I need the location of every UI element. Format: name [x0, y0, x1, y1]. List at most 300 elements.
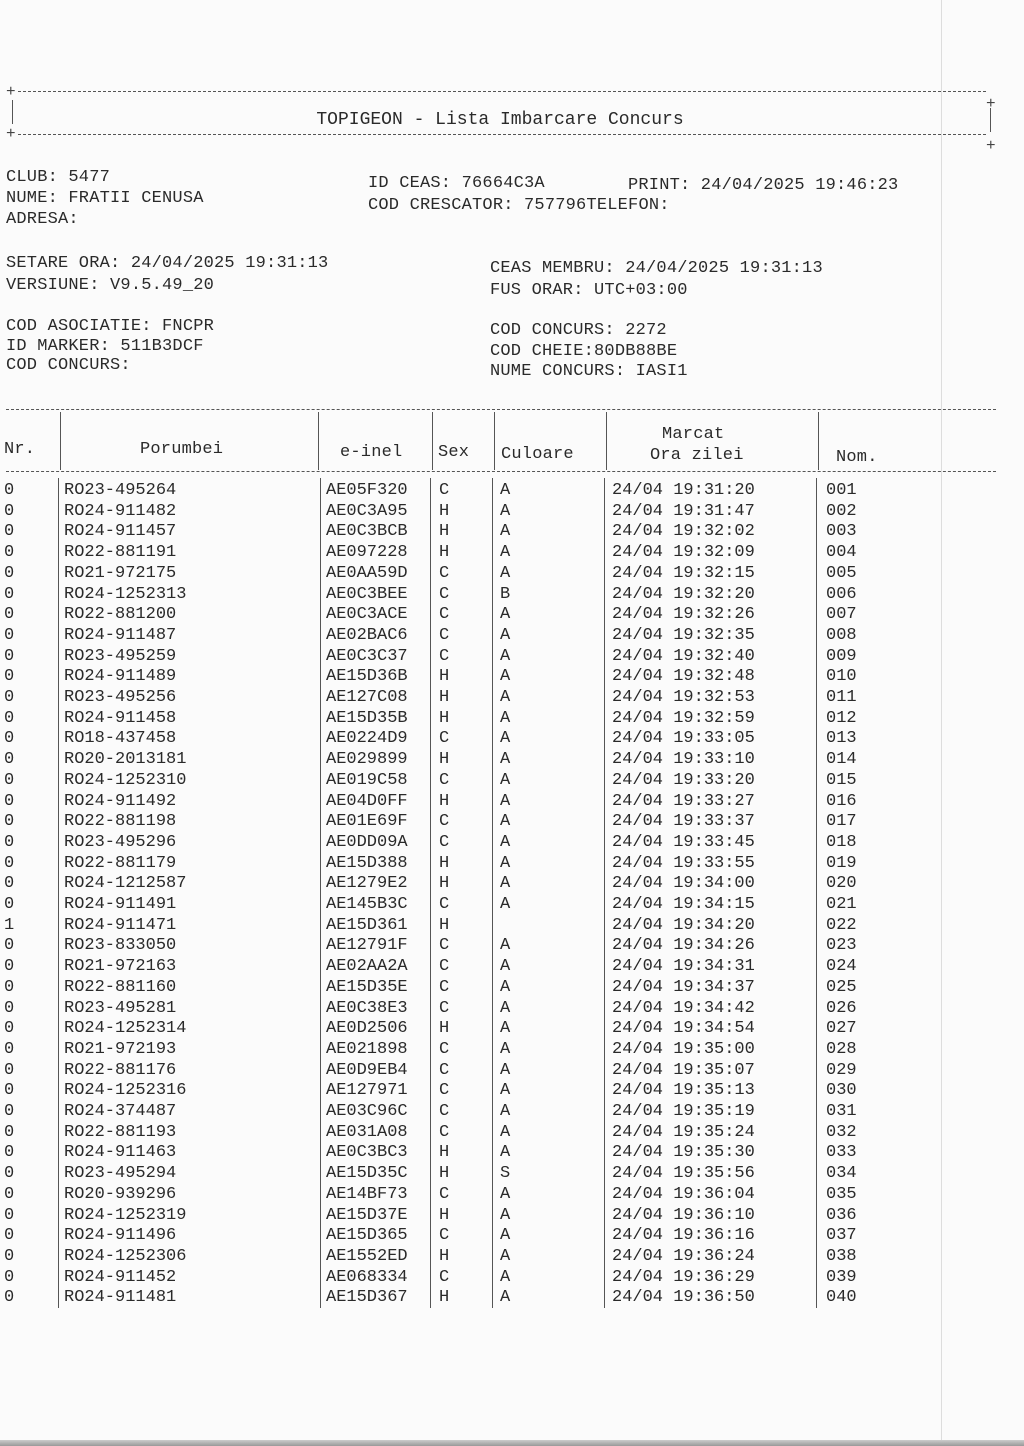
sex: H — [439, 1019, 450, 1039]
marked-time: 24/04 19:36:16 — [612, 1226, 755, 1246]
marked-time: 24/04 19:33:05 — [612, 729, 755, 749]
table-row — [0, 895, 1024, 915]
e-ring: AE097228 — [326, 543, 408, 563]
pigeon-id: RO24-911491 — [64, 895, 177, 914]
e-ring: AE031A08 — [326, 1122, 408, 1142]
nom: 016 — [826, 791, 857, 811]
table-row — [0, 564, 1024, 584]
sex: H — [439, 501, 450, 521]
nom: 010 — [826, 667, 857, 687]
pigeon-id: RO24-911489 — [64, 667, 177, 687]
e-ring: AE029899 — [326, 750, 408, 770]
row-number: 0 — [4, 998, 15, 1018]
print-time: PRINT: 24/04/2025 19:46:23 — [628, 176, 899, 195]
table-row — [0, 833, 1024, 853]
nom: 029 — [826, 1060, 857, 1080]
table-row — [0, 522, 1024, 542]
pigeon-id: RO24-911482 — [64, 501, 177, 521]
marker-id: ID MARKER: 511B3DCF — [6, 337, 204, 356]
sex: C — [439, 1122, 450, 1142]
pigeon-id: RO21-972193 — [64, 1039, 177, 1059]
row-number: 0 — [4, 977, 15, 997]
row-number: 0 — [4, 481, 15, 500]
nom: 023 — [826, 936, 857, 956]
row-number: 0 — [4, 1205, 15, 1225]
nom: 036 — [826, 1205, 857, 1225]
marked-time: 24/04 19:33:10 — [612, 750, 755, 770]
col-divider — [432, 412, 433, 470]
pigeon-id: RO20-939296 — [64, 1184, 177, 1204]
pigeon-id: RO20-2013181 — [64, 750, 187, 770]
key-code: COD CHEIE:80DB88BE — [490, 342, 678, 361]
row-number: 0 — [4, 1143, 15, 1163]
color: A — [500, 729, 511, 749]
marked-time: 24/04 19:35:19 — [612, 1102, 755, 1121]
marked-time: 24/04 19:36:04 — [612, 1184, 755, 1204]
color: A — [500, 750, 511, 770]
e-ring: AE0D9EB4 — [326, 1060, 408, 1080]
sex: C — [439, 1184, 450, 1204]
marked-time: 24/04 19:36:29 — [612, 1267, 755, 1287]
color: A — [500, 998, 511, 1018]
nom: 038 — [826, 1246, 857, 1266]
pigeon-id: RO22-881191 — [64, 543, 177, 563]
nom: 022 — [826, 915, 857, 935]
marked-time: 24/04 19:34:42 — [612, 998, 755, 1018]
marked-time: 24/04 19:33:45 — [612, 832, 755, 852]
nom: 028 — [826, 1039, 857, 1059]
row-number: 0 — [4, 646, 15, 666]
col-divider — [606, 412, 607, 470]
marked-time: 24/04 19:32:26 — [612, 605, 755, 625]
color: A — [500, 1226, 511, 1246]
e-ring: AE15D37E — [326, 1205, 408, 1225]
color: A — [500, 667, 511, 687]
sex: C — [439, 584, 450, 604]
nom: 006 — [826, 584, 857, 604]
table-row — [0, 1226, 1024, 1246]
marked-time: 24/04 19:35:13 — [612, 1081, 755, 1101]
pigeon-id: RO24-911452 — [64, 1267, 177, 1287]
marked-time: 24/04 19:36:24 — [612, 1246, 755, 1266]
color: A — [500, 1019, 511, 1039]
table-row — [0, 1123, 1024, 1143]
nom: 034 — [826, 1164, 857, 1184]
table-row — [0, 647, 1024, 667]
pigeon-id: RO23-495281 — [64, 998, 177, 1018]
nom: 001 — [826, 481, 857, 500]
pigeon-id: RO24-911463 — [64, 1143, 177, 1163]
marked-time: 24/04 19:34:54 — [612, 1019, 755, 1039]
e-ring: AE0C3BC3 — [326, 1143, 408, 1163]
color: A — [500, 543, 511, 563]
breeder-code: COD CRESCATOR: 757796TELEFON: — [368, 196, 670, 215]
row-number: 0 — [4, 1019, 15, 1039]
row-number: 0 — [4, 874, 15, 894]
table-row — [0, 750, 1024, 770]
col-divider — [60, 412, 61, 470]
color: A — [500, 481, 511, 500]
pigeon-id: RO24-1252306 — [64, 1246, 187, 1266]
color: A — [500, 1288, 511, 1308]
table-row — [0, 854, 1024, 874]
marked-time: 24/04 19:36:10 — [612, 1205, 755, 1225]
pigeon-id: RO24-1252319 — [64, 1205, 187, 1225]
col-header-nr: Nr. — [4, 440, 36, 459]
nom: 011 — [826, 688, 857, 707]
row-number: 0 — [4, 957, 15, 977]
nom: 039 — [826, 1267, 857, 1287]
sex: C — [439, 998, 450, 1018]
e-ring: AE0224D9 — [326, 729, 408, 749]
sex: C — [439, 563, 450, 583]
pigeon-id: RO24-911487 — [64, 625, 177, 645]
pigeon-id: RO21-972175 — [64, 563, 177, 583]
row-number: 0 — [4, 1246, 15, 1266]
row-number: 0 — [4, 708, 15, 728]
row-number: 0 — [4, 936, 15, 956]
sex: H — [439, 708, 450, 728]
table-row — [0, 1102, 1024, 1122]
color: A — [500, 1081, 511, 1101]
sex: C — [439, 895, 450, 914]
color: A — [500, 791, 511, 811]
sex: H — [439, 791, 450, 811]
color: A — [500, 957, 511, 977]
table-row — [0, 1164, 1024, 1184]
sex: H — [439, 1143, 450, 1163]
e-ring: AE127971 — [326, 1081, 408, 1101]
color: A — [500, 812, 511, 832]
sex: H — [439, 874, 450, 894]
pigeon-id: RO23-495264 — [64, 481, 177, 500]
nom: 033 — [826, 1143, 857, 1163]
row-number: 0 — [4, 1226, 15, 1246]
e-ring: AE0C3BEE — [326, 584, 408, 604]
col-header-marked: Marcat — [662, 425, 725, 444]
row-number: 0 — [4, 853, 15, 873]
row-number: 0 — [4, 543, 15, 563]
e-ring: AE02AA2A — [326, 957, 408, 977]
version: VERSIUNE: V9.5.49_20 — [6, 276, 215, 295]
color: A — [500, 1184, 511, 1204]
marked-time: 24/04 19:32:20 — [612, 584, 755, 604]
sex: C — [439, 1102, 450, 1121]
marked-time: 24/04 19:36:50 — [612, 1288, 755, 1308]
color: A — [500, 1143, 511, 1163]
row-number: 0 — [4, 1288, 15, 1308]
sex: C — [439, 1081, 450, 1101]
row-number: 0 — [4, 1039, 15, 1059]
timezone: FUS ORAR: UTC+03:00 — [490, 281, 688, 300]
sex: H — [439, 1246, 450, 1266]
e-ring: AE15D365 — [326, 1226, 408, 1246]
marked-time: 24/04 19:31:20 — [612, 481, 755, 500]
club-label: CLUB: 5477 — [6, 168, 111, 187]
sex: C — [439, 957, 450, 977]
row-number: 0 — [4, 584, 15, 604]
color: A — [500, 605, 511, 625]
color: A — [500, 853, 511, 873]
pigeon-id: RO24-911458 — [64, 708, 177, 728]
marked-time: 24/04 19:35:24 — [612, 1122, 755, 1142]
page-edge — [0, 1440, 1024, 1446]
e-ring: AE068334 — [326, 1267, 408, 1287]
marked-time: 24/04 19:32:53 — [612, 688, 755, 707]
color: A — [500, 1102, 511, 1121]
sex: C — [439, 729, 450, 749]
marked-time: 24/04 19:32:09 — [612, 543, 755, 563]
sex: C — [439, 1226, 450, 1246]
marked-time: 24/04 19:33:55 — [612, 853, 755, 873]
color: A — [500, 688, 511, 707]
e-ring: AE0C3C37 — [326, 646, 408, 666]
row-number: 0 — [4, 1102, 15, 1121]
color: A — [500, 936, 511, 956]
name-label: NUME: FRATII CENUSA — [6, 189, 204, 208]
row-number: 0 — [4, 1060, 15, 1080]
row-number: 0 — [4, 791, 15, 811]
nom: 007 — [826, 605, 857, 625]
pigeon-id: RO24-1252313 — [64, 584, 187, 604]
pigeon-id: RO24-911471 — [64, 915, 177, 935]
title-box-top — [18, 91, 986, 92]
color: A — [500, 522, 511, 542]
nom: 030 — [826, 1081, 857, 1101]
row-number: 0 — [4, 522, 15, 542]
table-row — [0, 502, 1024, 522]
row-number: 0 — [4, 770, 15, 790]
row-number: 0 — [4, 688, 15, 707]
e-ring: AE1279E2 — [326, 874, 408, 894]
row-number: 0 — [4, 667, 15, 687]
table-row — [0, 1081, 1024, 1101]
color: A — [500, 895, 511, 914]
color: A — [500, 1060, 511, 1080]
nom: 013 — [826, 729, 857, 749]
sex: H — [439, 750, 450, 770]
nom: 021 — [826, 895, 857, 914]
sex: C — [439, 625, 450, 645]
marked-time: 24/04 19:34:26 — [612, 936, 755, 956]
table-row — [0, 1288, 1024, 1308]
e-ring: AE0C3BCB — [326, 522, 408, 542]
nom: 004 — [826, 543, 857, 563]
color: A — [500, 977, 511, 997]
table-row — [0, 1040, 1024, 1060]
table-row — [0, 605, 1024, 625]
pigeon-id: RO22-881200 — [64, 605, 177, 625]
color: A — [500, 874, 511, 894]
sex: H — [439, 543, 450, 563]
table-row — [0, 1185, 1024, 1205]
table-row — [0, 1247, 1024, 1267]
e-ring: AE145B3C — [326, 895, 408, 914]
table-row — [0, 626, 1024, 646]
marked-time: 24/04 19:32:48 — [612, 667, 755, 687]
table-row — [0, 1268, 1024, 1288]
row-number: 0 — [4, 1122, 15, 1142]
marked-time: 24/04 19:33:37 — [612, 812, 755, 832]
marked-time: 24/04 19:34:31 — [612, 957, 755, 977]
e-ring: AE03C96C — [326, 1102, 408, 1121]
e-ring: AE15D361 — [326, 915, 408, 935]
nom: 008 — [826, 625, 857, 645]
table-row — [0, 709, 1024, 729]
box-corner: + — [6, 125, 16, 143]
marked-time: 24/04 19:34:15 — [612, 895, 755, 914]
e-ring: AE15D388 — [326, 853, 408, 873]
pigeon-id: RO22-881160 — [64, 977, 177, 997]
pigeon-id: RO22-881176 — [64, 1060, 177, 1080]
nom: 040 — [826, 1288, 857, 1308]
marked-time: 24/04 19:34:00 — [612, 874, 755, 894]
col-header-color: Culoare — [501, 445, 574, 464]
table-row — [0, 792, 1024, 812]
nom: 031 — [826, 1102, 857, 1121]
marked-time: 24/04 19:33:20 — [612, 770, 755, 790]
marked-time: 24/04 19:33:27 — [612, 791, 755, 811]
e-ring: AE15D35E — [326, 977, 408, 997]
pigeon-id: RO22-881193 — [64, 1122, 177, 1142]
sex: H — [439, 667, 450, 687]
member-clock: CEAS MEMBRU: 24/04/2025 19:31:13 — [490, 259, 823, 278]
row-number: 0 — [4, 625, 15, 645]
marked-time: 24/04 19:32:02 — [612, 522, 755, 542]
sex: H — [439, 1164, 450, 1184]
color: A — [500, 708, 511, 728]
color: A — [500, 501, 511, 521]
sex: H — [439, 915, 450, 935]
e-ring: AE04D0FF — [326, 791, 408, 811]
row-number: 0 — [4, 729, 15, 749]
box-corner: + — [6, 83, 16, 101]
header-top-rule — [6, 409, 996, 410]
pigeon-id: RO21-972163 — [64, 957, 177, 977]
e-ring: AE15D35C — [326, 1164, 408, 1184]
pigeon-id: RO18-437458 — [64, 729, 177, 749]
nom: 024 — [826, 957, 857, 977]
sex: H — [439, 1288, 450, 1308]
sex: C — [439, 936, 450, 956]
table-row — [0, 688, 1024, 708]
table-row — [0, 999, 1024, 1019]
table-row — [0, 1206, 1024, 1226]
pigeon-id: RO24-1252310 — [64, 770, 187, 790]
sex: H — [439, 688, 450, 707]
col-header-pigeons: Porumbei — [140, 440, 224, 459]
pigeon-id: RO22-881179 — [64, 853, 177, 873]
color: A — [500, 646, 511, 666]
nom: 018 — [826, 832, 857, 852]
header-bottom-rule — [6, 471, 996, 472]
nom: 025 — [826, 977, 857, 997]
marked-time: 24/04 19:31:47 — [612, 501, 755, 521]
color: A — [500, 1205, 511, 1225]
e-ring: AE0C3ACE — [326, 605, 408, 625]
color: A — [500, 625, 511, 645]
col-divider — [818, 412, 819, 470]
col-divider — [318, 412, 319, 470]
marked-time: 24/04 19:35:07 — [612, 1060, 755, 1080]
e-ring: AE02BAC6 — [326, 625, 408, 645]
contest-code: COD CONCURS: 2272 — [490, 321, 667, 340]
title-box-bottom — [18, 134, 986, 135]
row-number: 0 — [4, 832, 15, 852]
marked-time: 24/04 19:32:15 — [612, 563, 755, 583]
row-number: 0 — [4, 1267, 15, 1287]
row-number: 1 — [4, 915, 15, 935]
clock-id: ID CEAS: 76664C3A — [368, 174, 545, 193]
pigeon-id: RO24-1252314 — [64, 1019, 187, 1039]
sex: C — [439, 977, 450, 997]
pigeon-id: RO22-881198 — [64, 812, 177, 832]
pigeon-id: RO24-911481 — [64, 1288, 177, 1308]
table-row — [0, 1143, 1024, 1163]
nom: 014 — [826, 750, 857, 770]
table-row — [0, 729, 1024, 749]
e-ring: AE15D36B — [326, 667, 408, 687]
e-ring: AE0C38E3 — [326, 998, 408, 1018]
color: A — [500, 770, 511, 790]
color: A — [500, 832, 511, 852]
e-ring: AE12791F — [326, 936, 408, 956]
sex: C — [439, 646, 450, 666]
color: A — [500, 1267, 511, 1287]
table-row — [0, 874, 1024, 894]
address-label: ADRESA: — [6, 210, 79, 229]
marked-time: 24/04 19:34:20 — [612, 915, 755, 935]
e-ring: AE021898 — [326, 1039, 408, 1059]
nom: 032 — [826, 1122, 857, 1142]
color: A — [500, 563, 511, 583]
col-header-sex: Sex — [438, 443, 470, 462]
pigeon-id: RO24-911457 — [64, 522, 177, 542]
box-corner: + — [986, 95, 996, 113]
nom: 027 — [826, 1019, 857, 1039]
e-ring: AE1552ED — [326, 1246, 408, 1266]
pigeon-id: RO24-911492 — [64, 791, 177, 811]
nom: 037 — [826, 1226, 857, 1246]
table-row — [0, 481, 1024, 501]
col-header-nom: Nom. — [836, 448, 878, 467]
sex: C — [439, 832, 450, 852]
nom: 012 — [826, 708, 857, 728]
e-ring: AE15D367 — [326, 1288, 408, 1308]
table-row — [0, 543, 1024, 563]
row-number: 0 — [4, 1164, 15, 1184]
table-row — [0, 812, 1024, 832]
nom: 020 — [826, 874, 857, 894]
row-number: 0 — [4, 501, 15, 521]
nom: 026 — [826, 998, 857, 1018]
pigeon-id: RO23-495294 — [64, 1164, 177, 1184]
pigeon-id: RO23-495296 — [64, 832, 177, 852]
sex: C — [439, 1039, 450, 1059]
pigeon-id: RO23-495259 — [64, 646, 177, 666]
pigeon-id: RO24-1252316 — [64, 1081, 187, 1101]
table-row — [0, 1019, 1024, 1039]
e-ring: AE0DD09A — [326, 832, 408, 852]
nom: 019 — [826, 853, 857, 873]
nom: 002 — [826, 501, 857, 521]
marked-time: 24/04 19:35:56 — [612, 1164, 755, 1184]
color: S — [500, 1164, 511, 1184]
marked-time: 24/04 19:34:37 — [612, 977, 755, 997]
row-number: 0 — [4, 605, 15, 625]
color: B — [500, 584, 511, 604]
color: A — [500, 1246, 511, 1266]
